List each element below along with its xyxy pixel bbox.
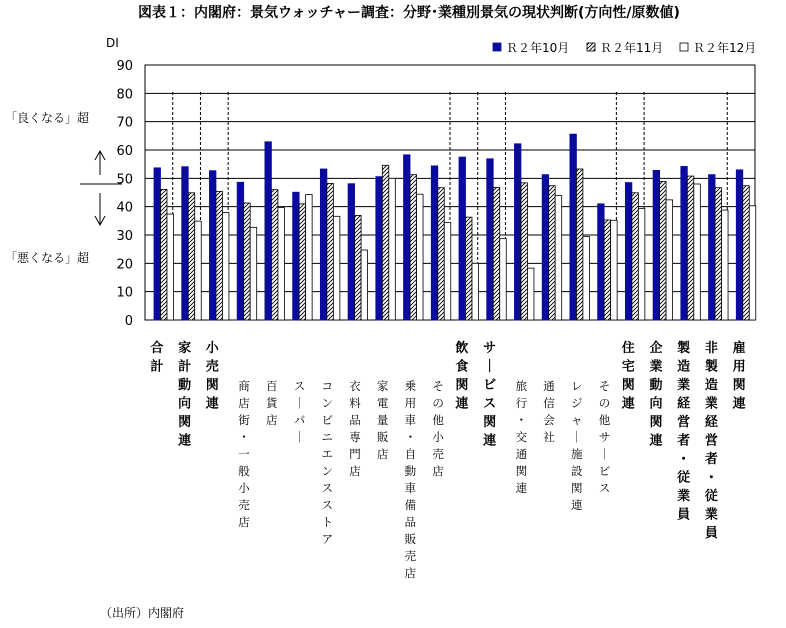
bar	[417, 194, 424, 320]
bar	[604, 220, 611, 320]
category-label: 商店街・一般小売店	[238, 379, 250, 529]
category-labels	[150, 340, 745, 580]
category-label: 非製造業経営者・従業員	[704, 341, 718, 541]
bar	[521, 183, 528, 320]
bar	[611, 220, 618, 320]
bar	[660, 181, 667, 320]
legend-label: Ｒ２年11月	[600, 41, 664, 55]
bar	[709, 175, 716, 320]
bar	[570, 134, 577, 320]
bar	[466, 217, 473, 320]
bar	[681, 166, 688, 320]
y-tick-label: 0	[124, 314, 133, 329]
bar	[167, 214, 174, 320]
bar	[459, 157, 466, 320]
category-label: 製造業経営者・従業員	[677, 341, 691, 523]
bar	[715, 188, 722, 320]
category-label: 小売関連	[205, 341, 219, 412]
legend	[493, 40, 756, 55]
bar	[736, 170, 743, 320]
bar	[376, 177, 383, 320]
bar	[638, 208, 645, 320]
chart-title: 図表１：内閣府：景気ウォッチャー調査：分野･業種別景気の現状判断(方向性/原数値)	[138, 5, 680, 21]
category-label: その他小売店	[432, 379, 444, 478]
category-label: 企業動向関連	[649, 341, 663, 449]
bar	[182, 167, 189, 320]
bar	[500, 239, 507, 320]
bar	[188, 193, 195, 320]
bar	[299, 204, 306, 320]
legend-swatch	[680, 43, 688, 51]
bar	[472, 263, 479, 320]
bar	[244, 203, 251, 320]
y-tick-label: 70	[116, 115, 133, 131]
bar	[694, 184, 701, 320]
bar	[583, 236, 590, 320]
bar	[195, 221, 202, 320]
bar	[576, 169, 583, 320]
bar	[431, 166, 438, 320]
bar	[348, 184, 355, 320]
category-label: その他サ｜ビス	[598, 379, 611, 495]
bar	[278, 208, 285, 320]
bar	[293, 192, 300, 320]
category-label: 飲食関連	[455, 341, 469, 412]
bar	[410, 175, 417, 320]
legend-swatch	[587, 43, 595, 51]
y-tick-label: 60	[116, 144, 133, 159]
bar	[216, 191, 223, 320]
bar	[749, 206, 756, 320]
category-label: 乗用車・自動車備品販売店	[404, 379, 417, 580]
y-tick-label: 10	[116, 285, 133, 301]
bar	[237, 182, 244, 320]
y-tick-labels	[116, 59, 133, 329]
bar	[625, 183, 632, 320]
bar	[514, 144, 521, 320]
bar	[444, 223, 451, 320]
bar	[722, 210, 729, 320]
annotations	[5, 110, 122, 265]
bar	[209, 171, 216, 320]
bar	[527, 268, 534, 320]
y-tick-label: 80	[116, 87, 133, 103]
y-tick-label: 40	[116, 200, 133, 216]
source-note: （出所）内閣府	[100, 606, 185, 620]
bar	[493, 187, 500, 320]
bar	[404, 155, 411, 320]
legend-swatch	[493, 43, 501, 51]
bar	[666, 200, 673, 320]
bar	[265, 142, 272, 320]
y-tick-label: 20	[116, 257, 133, 273]
bar	[333, 216, 340, 320]
bar	[438, 188, 445, 320]
category-label: 百貨店	[266, 379, 278, 427]
category-label: レジャ｜施設関連	[571, 379, 583, 512]
category-label: 家電量販店	[376, 379, 389, 461]
category-label: 住宅関連	[621, 341, 635, 412]
bar	[320, 169, 327, 320]
y-axis-label: DI	[106, 36, 119, 50]
bar	[222, 213, 229, 320]
bar	[632, 193, 639, 320]
bar	[382, 165, 389, 320]
bar	[161, 189, 168, 320]
legend-label: Ｒ２年10月	[506, 41, 570, 55]
annotation-good: 「良くなる」超	[5, 111, 90, 125]
bar	[687, 176, 694, 320]
bar	[743, 186, 750, 320]
bar	[598, 204, 605, 320]
y-tick-label: 50	[116, 172, 133, 188]
category-label: 雇用関連	[732, 341, 746, 412]
category-label: 家計動向関連	[178, 341, 192, 449]
category-label: ス｜パ｜	[293, 379, 306, 444]
category-label: 衣料品専門店	[349, 379, 361, 478]
bar	[271, 190, 278, 320]
bar	[327, 183, 334, 320]
bar	[389, 178, 396, 320]
category-label: 合計	[150, 341, 164, 375]
legend-label: Ｒ２年12月	[693, 41, 757, 55]
bar	[361, 250, 368, 320]
bar	[487, 159, 494, 320]
category-label: 旅行・交通関連	[515, 379, 528, 495]
bar	[154, 168, 161, 320]
bar	[306, 194, 313, 320]
bar	[355, 215, 362, 320]
category-label: コンビニエンスストア	[321, 379, 333, 546]
y-tick-label: 90	[116, 59, 133, 74]
bar	[653, 170, 660, 320]
y-tick-label: 30	[116, 229, 133, 244]
bar	[549, 186, 556, 320]
category-label: サ｜ビス関連	[483, 341, 497, 449]
annotation-bad: 「悪くなる」超	[5, 251, 90, 265]
bar	[555, 196, 562, 320]
bar	[542, 175, 549, 320]
bar	[250, 227, 257, 320]
category-label: 通信会社	[543, 379, 555, 444]
